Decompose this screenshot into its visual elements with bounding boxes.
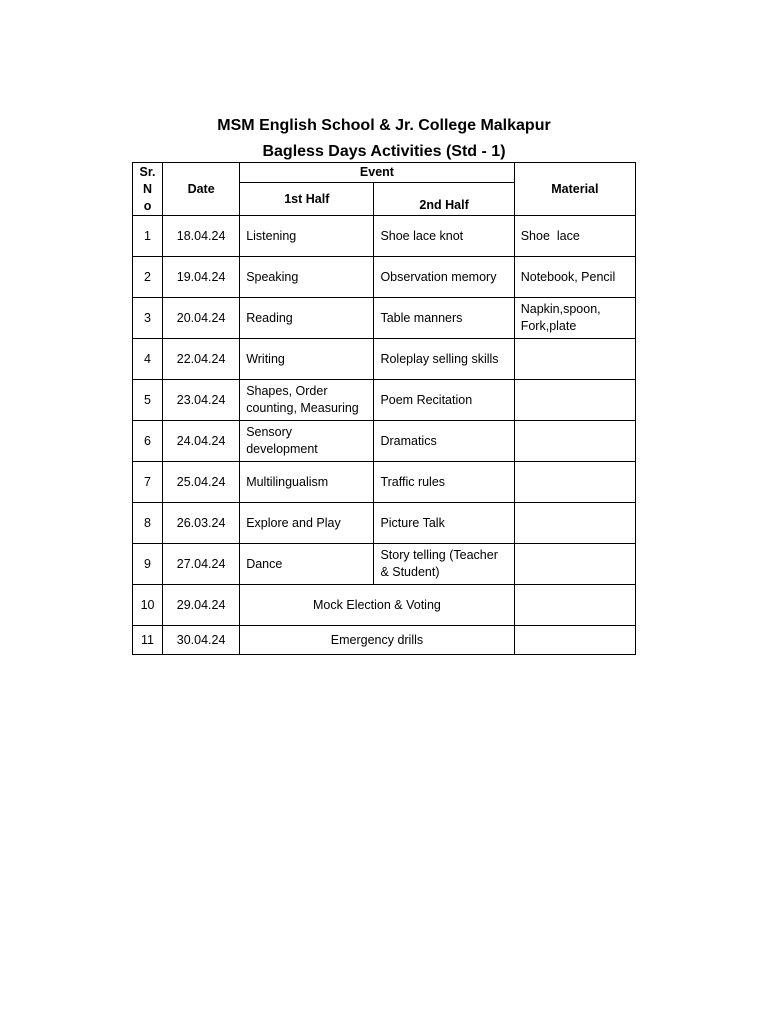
header-sr-no-line-3: o: [143, 198, 152, 213]
cell-first-half: Speaking: [240, 257, 374, 298]
cell-material: [514, 339, 635, 380]
table-row: [133, 216, 636, 257]
header-material: Material: [514, 163, 635, 216]
cell-date: 27.04.24: [163, 544, 240, 585]
cell-second-half: Dramatics: [374, 421, 514, 462]
cell-second-half: [374, 544, 514, 585]
document-subtitle: Bagless Days Activities (Std - 1): [262, 143, 506, 160]
cell-first-half: [240, 380, 374, 421]
cell-first-half: Writing: [240, 339, 374, 380]
table-row: [133, 462, 636, 503]
cell-date: 30.04.24: [163, 626, 240, 655]
cell-sr: 1: [133, 216, 163, 257]
cell-second-half: Table manners: [374, 298, 514, 339]
cell-sr: 10: [133, 585, 163, 626]
cell-material: [514, 380, 635, 421]
cell-first-half-line-2: development: [246, 442, 318, 456]
cell-first-half-line-1: Sensory: [246, 425, 293, 439]
header-date: Date: [163, 163, 240, 216]
cell-sr: 11: [133, 626, 163, 655]
cell-material: [514, 503, 635, 544]
cell-date: 22.04.24: [163, 339, 240, 380]
cell-date: 18.04.24: [163, 216, 240, 257]
table-row: [133, 421, 636, 462]
header-second-half: 2nd Half: [374, 183, 514, 216]
cell-date: 23.04.24: [163, 380, 240, 421]
cell-date: 24.04.24: [163, 421, 240, 462]
header-first-half: 1st Half: [240, 183, 374, 216]
cell-second-half-line-1: Story telling (Teacher: [380, 548, 498, 562]
cell-sr: 3: [133, 298, 163, 339]
cell-material: Shoe lace: [514, 216, 635, 257]
table-row: [133, 339, 636, 380]
cell-date: 26.03.24: [163, 503, 240, 544]
cell-first-half: Multilingualism: [240, 462, 374, 503]
table-row: [133, 380, 636, 421]
cell-material: [514, 544, 635, 585]
document-title: MSM English School & Jr. College Malkapur: [217, 117, 551, 134]
cell-first-half-line-1: Shapes, Order: [246, 384, 328, 398]
cell-sr: 6: [133, 421, 163, 462]
table-row: [133, 257, 636, 298]
cell-sr: 4: [133, 339, 163, 380]
table-row: [133, 626, 636, 655]
cell-first-half: Dance: [240, 544, 374, 585]
cell-date: 20.04.24: [163, 298, 240, 339]
cell-second-half: Shoe lace knot: [374, 216, 514, 257]
cell-date: 19.04.24: [163, 257, 240, 298]
cell-material: [514, 462, 635, 503]
cell-sr: 5: [133, 380, 163, 421]
header-sr-no-line-2: N: [143, 181, 153, 196]
cell-event-merged: Mock Election & Voting: [240, 585, 515, 626]
table-row: [133, 298, 636, 339]
table-row: [133, 544, 636, 585]
header-event: Event: [240, 163, 515, 183]
cell-sr: 7: [133, 462, 163, 503]
cell-material: [514, 298, 635, 339]
table-row: [133, 503, 636, 544]
header-sr-no: [133, 163, 163, 216]
cell-second-half: Poem Recitation: [374, 380, 514, 421]
cell-date: 29.04.24: [163, 585, 240, 626]
cell-first-half: Reading: [240, 298, 374, 339]
cell-event-merged: Emergency drills: [240, 626, 515, 655]
cell-material: [514, 626, 635, 655]
cell-material-line-1: Napkin,spoon,: [520, 302, 601, 316]
cell-material: Notebook, Pencil: [514, 257, 635, 298]
table-row: [133, 585, 636, 626]
cell-material-line-2: Fork,plate: [520, 319, 577, 333]
cell-second-half: Observation memory: [374, 257, 514, 298]
cell-material: [514, 421, 635, 462]
cell-first-half-line-2: counting, Measuring: [246, 401, 359, 415]
activities-table: [132, 162, 636, 655]
cell-material: [514, 585, 635, 626]
cell-first-half: Listening: [240, 216, 374, 257]
cell-date: 25.04.24: [163, 462, 240, 503]
cell-first-half: Explore and Play: [240, 503, 374, 544]
header-sr-no-line-1: Sr.: [139, 164, 156, 179]
cell-second-half-line-2: & Student): [380, 565, 440, 579]
cell-second-half: Roleplay selling skills: [374, 339, 514, 380]
cell-second-half: Traffic rules: [374, 462, 514, 503]
cell-second-half: Picture Talk: [374, 503, 514, 544]
table-body: [133, 216, 636, 655]
cell-sr: 2: [133, 257, 163, 298]
table-header: [133, 163, 636, 216]
cell-first-half: [240, 421, 374, 462]
cell-sr: 9: [133, 544, 163, 585]
cell-sr: 8: [133, 503, 163, 544]
